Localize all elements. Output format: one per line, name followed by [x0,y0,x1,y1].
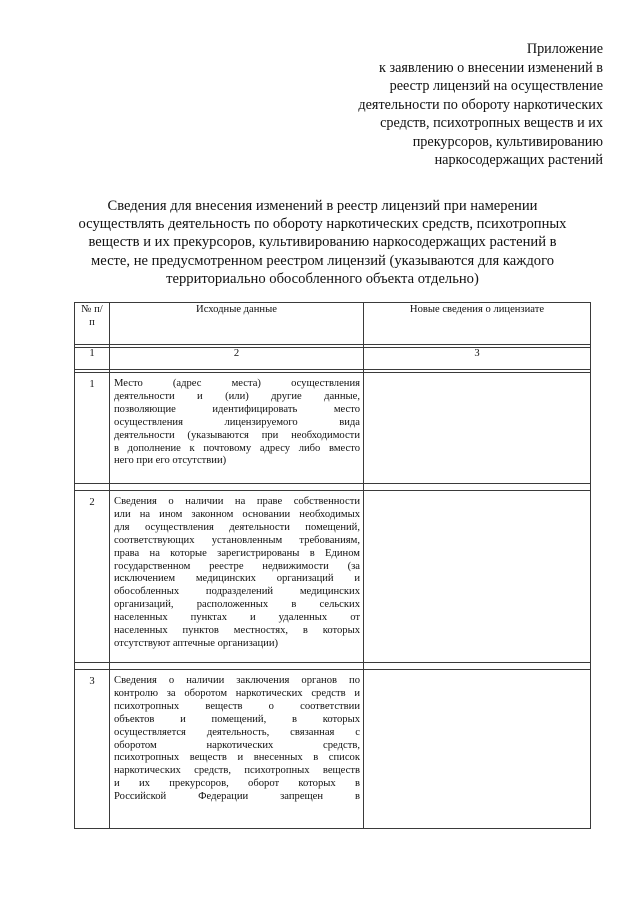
row-text-line: деятельности (указываются при необходимости [114,429,360,441]
row-new-info[interactable] [364,491,591,663]
row-text-line: позволяющие идентифицировать место [114,403,360,415]
row-number: 1 [75,373,110,484]
row-text-line: оборотом наркотических средств, [114,739,360,751]
row-text-line: организаций, расположенных в сельских [114,599,360,611]
row-text-line: исключением медицинских организаций и [114,573,360,585]
appendix-line: реестр лицензий на осуществление [389,78,603,94]
row-text-line: в дополнение к почтовому адресу либо вместо [114,442,360,454]
header-source-data: Исходные данные [110,303,364,345]
row-text-line: контролю за оборотом наркотических средств и [114,687,360,699]
appendix-line: деятельности по обороту наркотических [358,96,603,113]
column-number: 1 [75,348,110,370]
row-text-line: наркотических средств, психотропных веществ [114,765,360,777]
row-new-info[interactable] [364,670,591,829]
row-text-line: осуществления лицензируемого вида [114,416,360,428]
row-text-line: осуществляется деятельность, связанная с [114,726,360,738]
table-row [75,373,591,484]
column-number: 3 [364,348,591,370]
row-text-line: психотропных веществ и внесенных в список [114,752,360,764]
row-text-line: населенных пунктах и удаленных от [114,612,360,624]
row-source-data [110,491,364,663]
appendix-line: прекурсоров, культивированию [412,133,603,150]
appendix-line: к заявлению о внесении изменений в [379,59,603,76]
row-number: 3 [75,670,110,829]
row-text-line: права на которые зарегистрированы в Едином [114,547,360,559]
row-text-line: Место (адрес места) осуществления [114,378,360,389]
row-text-line: Российской Федерации запрещен в [114,791,360,803]
table-row [75,491,591,663]
row-number: 2 [75,491,110,663]
appendix-note [313,40,603,170]
row-spacer [75,663,591,670]
row-text-line: населенных пунктов местностях, в которых [114,625,360,637]
row-text-line: него при его отсутствии) [114,455,227,467]
row-text-line: Сведения о наличии на праве собственности [114,496,360,507]
row-text-line: или на ином законном основании необходимых [114,508,360,520]
appendix-line: средств, психотропных веществ и их [380,115,603,131]
row-text-line: психотропных веществ о соответствии [114,700,360,712]
row-text-line: отсутствуют аптечные организации) [114,637,279,649]
table-row [75,670,591,829]
row-text-line: соответствующих установленным требованиям, [114,534,360,546]
title-line: Сведения для внесения изменений в реестр лицензий при намерении [107,198,538,214]
row-text-line: деятельности и (или) другие данные, [114,390,360,402]
column-number-row [75,348,591,370]
row-new-info[interactable] [364,373,591,484]
table-header-row [75,303,591,345]
row-text-line: обособленных подразделений медицинских [114,586,360,598]
row-source-data [110,670,364,829]
header-number [75,303,110,345]
row-source-data [110,373,364,484]
title-line: месте, не предусмотренном реестром лицензий (указываются для каждого [91,252,554,269]
header-number-text: № п/п [81,304,103,328]
row-text-line: и их прекурсоров, оборот которых в [114,778,360,790]
license-changes-table [74,302,591,829]
row-text-line: объектов и помещений, в которых [114,713,360,725]
header-new-info: Новые сведения о лицензиате [364,303,591,345]
row-spacer [75,484,591,491]
row-text-line: Сведения о наличии заключения органов по [114,675,360,686]
title-line: веществ и их прекурсоров, культивированию наркосодержащих растений в [88,234,557,251]
row-text-line: государственном реестре недвижимости (за [114,560,360,572]
row-text-line: для осуществления деятельности помещений, [114,521,360,533]
appendix-line: Приложение [526,41,603,57]
title-line: территориально обособленного объекта отдельно) [166,270,479,287]
document-title [50,197,595,288]
title-line: осуществлять деятельность по обороту наркотических средств, психотропных [78,216,567,233]
appendix-line: наркосодержащих растений [434,152,603,168]
column-number: 2 [110,348,364,370]
